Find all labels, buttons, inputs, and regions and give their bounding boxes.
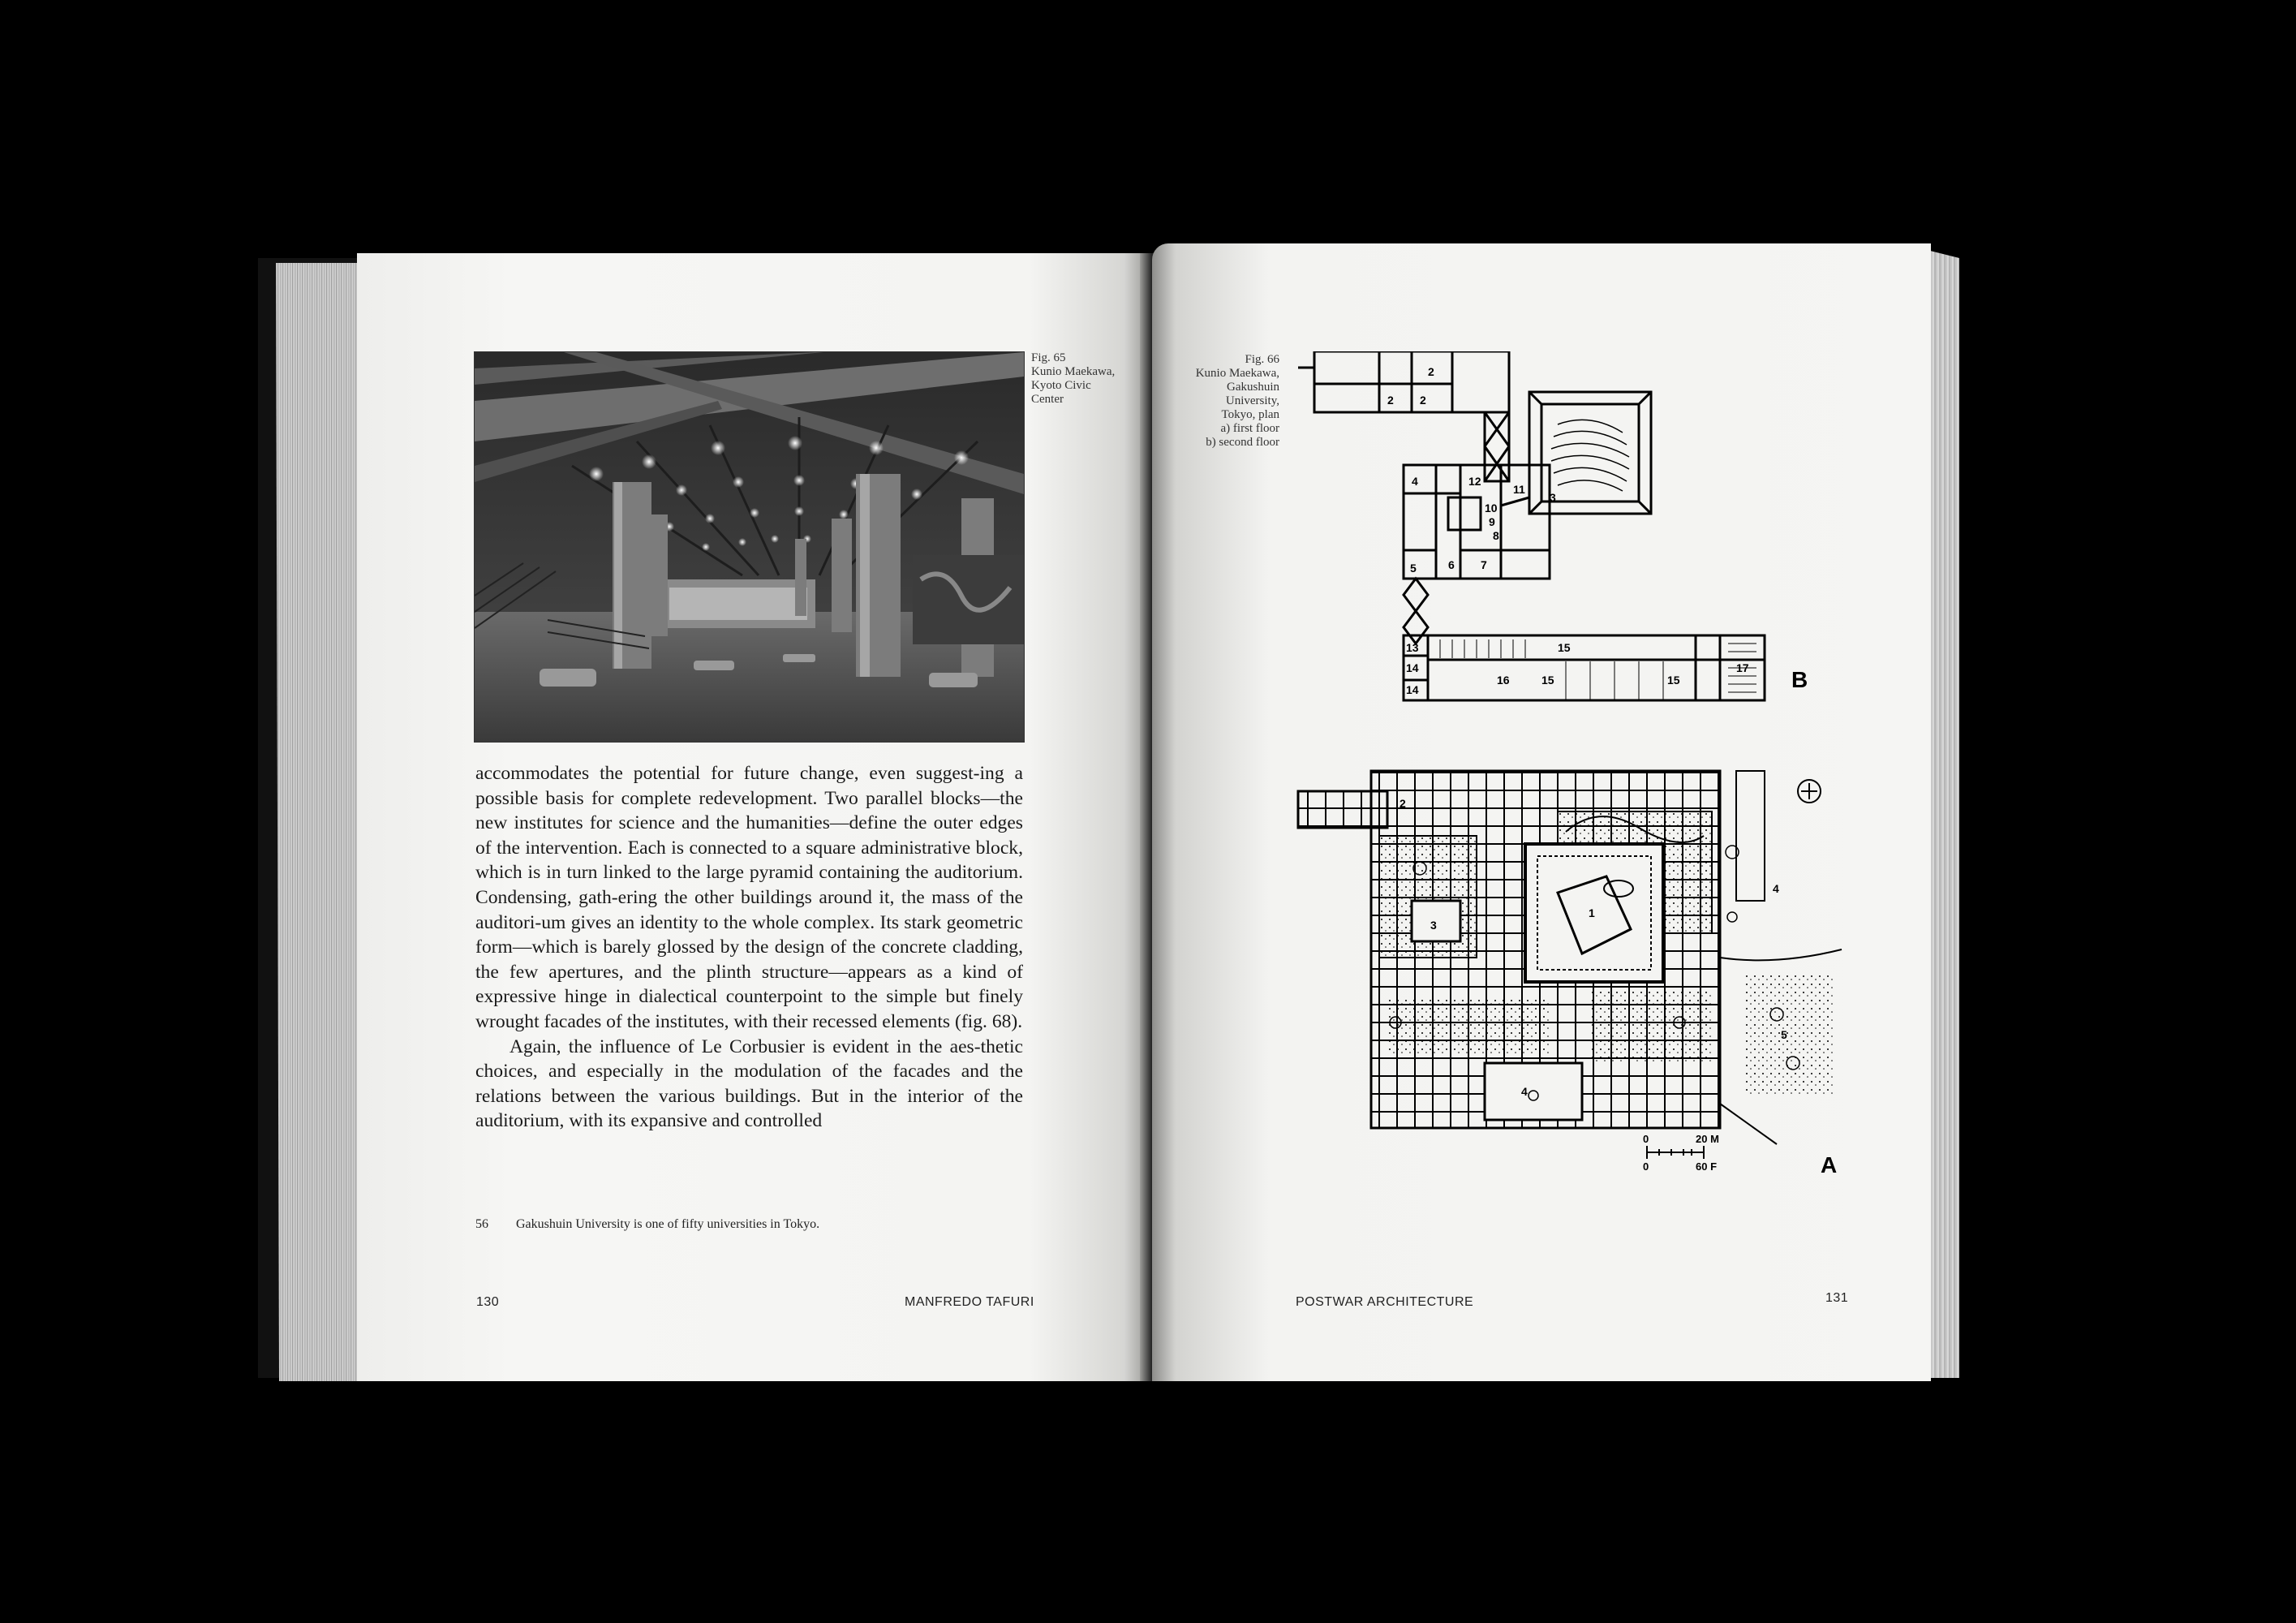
room-number: 9 (1489, 515, 1495, 528)
caption-line: b) second floor (1206, 436, 1279, 449)
scale-label: 0 (1643, 1133, 1649, 1145)
caption-line: University, (1225, 394, 1279, 407)
room-number: 4 (1773, 882, 1779, 895)
footnote-text: Gakushuin University is one of fifty universities in Tokyo. (516, 1217, 820, 1231)
room-number: 5 (1410, 562, 1417, 575)
room-number: 2 (1420, 394, 1426, 407)
room-number: 3 (1430, 919, 1437, 932)
room-number: 11 (1513, 483, 1525, 496)
caption-line: Fig. 65 (1031, 351, 1066, 364)
scale-label: 60 F (1696, 1160, 1718, 1173)
right-page-edges (1927, 250, 1959, 1378)
room-number: 2 (1428, 365, 1434, 378)
caption-line: Kyoto Civic (1031, 379, 1091, 392)
room-number: 2 (1387, 394, 1394, 407)
room-number: 7 (1481, 558, 1487, 571)
room-number: 4 (1521, 1085, 1528, 1098)
room-number: 4 (1412, 475, 1418, 488)
room-number: 15 (1541, 674, 1554, 687)
room-number: 16 (1497, 674, 1510, 687)
running-head-left: MANFREDO TAFURI (905, 1295, 1034, 1309)
room-number: 14 (1406, 661, 1419, 674)
plan-second-floor (1298, 351, 1785, 702)
caption-line: Tokyo, plan (1221, 408, 1279, 421)
caption-line: Gakushuin (1227, 381, 1279, 394)
caption-line: Kunio Maekawa, (1195, 367, 1279, 380)
caption-line: Kunio Maekawa, (1031, 365, 1116, 378)
room-number: 1 (1589, 906, 1595, 919)
caption-line: Fig. 66 (1245, 353, 1279, 366)
kyoto-civic-center-photo (474, 351, 1025, 743)
room-number: 10 (1485, 502, 1498, 514)
figure-66-caption (1172, 353, 1279, 450)
scale-label: 20 M (1696, 1133, 1719, 1145)
room-number: 8 (1493, 529, 1499, 542)
footnote-number: 56 (475, 1217, 488, 1231)
running-head-right: POSTWAR ARCHITECTURE (1296, 1295, 1474, 1309)
paragraph: accommodates the potential for future change, even suggest-ing a possible basis for complete redevelopment. Two parallel blocks—the new institutes for science and the humanities—define the outer edges of the intervention. Each is connected to a square administrative block, which is in turn linked to the large pyramid containing the auditorium. Condensing, gath-ering the other buildings around it, the mass of the auditori-um gives an identity to the whole complex. Its stark geometric form—which is barely glossed by the design of the concrete cladding, the few apertures, and the plinth structure—appears as a kind of expressive hinge in dialectical counterpoint to the simple but finely wrought facades of the institutes, with their recessed elements (fig. 68). (475, 763, 1023, 1032)
room-number: 6 (1448, 558, 1455, 571)
room-number: 15 (1667, 674, 1680, 687)
room-number: 12 (1468, 475, 1481, 488)
page-number-right: 131 (1825, 1291, 1849, 1305)
room-number: 17 (1736, 661, 1749, 674)
caption-line: Center (1031, 393, 1064, 406)
room-number: 2 (1400, 797, 1406, 810)
figure-65-caption (1031, 351, 1145, 407)
caption-line: a) first floor (1220, 422, 1279, 435)
body-text (475, 761, 1023, 1134)
plan-first-floor (1290, 755, 1850, 1193)
room-number: 14 (1406, 683, 1419, 696)
room-number: 3 (1550, 491, 1556, 504)
left-page-edges (268, 263, 365, 1381)
plan-a-label: A (1821, 1152, 1838, 1177)
room-number: 13 (1406, 641, 1419, 654)
paragraph: Again, the influence of Le Corbusier is evident in the aes-thetic choices, and especially in the modulation of the facades and the relations between the various buildings. But in the interior of the auditorium, with its expansive and controlled (475, 1035, 1023, 1132)
room-number: 5 (1781, 1028, 1787, 1041)
footnote (475, 1217, 1023, 1232)
scale-label: 0 (1643, 1160, 1649, 1173)
plan-b-label: B (1791, 667, 1808, 692)
room-number: 15 (1558, 641, 1571, 654)
page-number-left: 130 (476, 1295, 500, 1309)
